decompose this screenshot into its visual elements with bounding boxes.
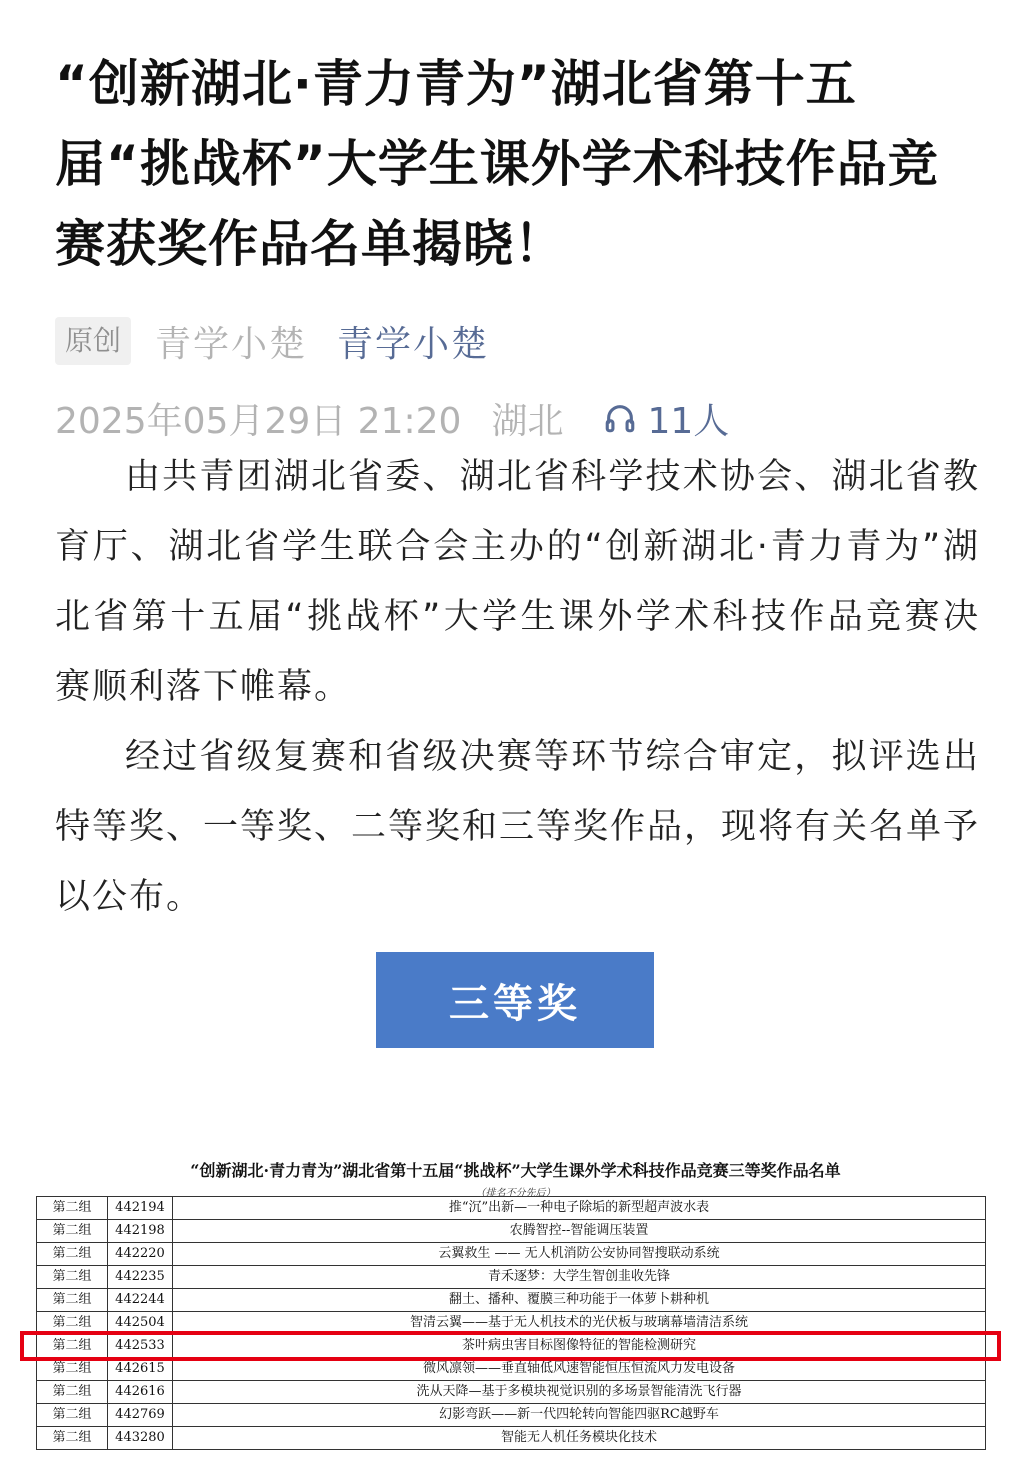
row-id: 442533 <box>108 1335 173 1358</box>
listen-button[interactable] <box>603 393 729 444</box>
row-id: 442220 <box>108 1243 173 1266</box>
row-group: 第二组 <box>37 1404 108 1427</box>
paragraph-intro: 由共青团湖北省委、湖北省科学技术协会、湖北省教育厅、湖北省学生联合会主办的“创新湖北·青力青为”湖北省第十五届“挑战杯”大学生课外学术科技作品竞赛决赛顺利落下帷幕。 <box>55 457 980 707</box>
row-group: 第二组 <box>37 1312 108 1335</box>
account-link[interactable]: 青学小楚 <box>337 323 490 365</box>
article-header <box>55 44 980 284</box>
row-id: 442769 <box>108 1404 173 1427</box>
table-row <box>37 1197 986 1220</box>
meta-row <box>55 314 489 368</box>
row-group: 第二组 <box>37 1335 108 1358</box>
author-name: 青学小楚 <box>155 323 308 365</box>
article-title: “创新湖北·青力青为”湖北省第十五届“挑战杯”大学生课外学术科技作品竞赛获奖作品名单揭晓！ <box>55 55 939 273</box>
table-row <box>37 1266 986 1289</box>
row-id: 442616 <box>108 1381 173 1404</box>
listen-count: 11人 <box>647 400 730 442</box>
table-row <box>37 1289 986 1312</box>
info-row <box>55 392 729 444</box>
row-name: 云翼救生 —— 无人机消防公安协同智搜联动系统 <box>173 1243 986 1266</box>
table-row <box>37 1404 986 1427</box>
row-name: 幻影弯跃——新一代四轮转向智能四驱RC越野车 <box>173 1404 986 1427</box>
row-id: 442615 <box>108 1358 173 1381</box>
row-name: 洗从天降—基于多模块视觉识别的多场景智能清洗飞行器 <box>173 1381 986 1404</box>
original-badge: 原创 <box>55 317 131 365</box>
row-group: 第二组 <box>37 1266 108 1289</box>
sheet-title: “创新湖北·青力青为”湖北省第十五届“挑战杯”大学生课外学术科技作品竞赛三等奖作品名单 <box>190 1161 841 1180</box>
publish-location: 湖北 <box>491 400 564 442</box>
row-id: 442244 <box>108 1289 173 1312</box>
table-row <box>37 1381 986 1404</box>
row-group: 第二组 <box>37 1243 108 1266</box>
row-group: 第二组 <box>37 1427 108 1450</box>
row-name: 农腾智控--智能调压装置 <box>173 1220 986 1243</box>
award-list-table <box>36 1196 986 1450</box>
row-id: 442504 <box>108 1312 173 1335</box>
publish-datetime: 2025年05月29日 21:20 <box>55 400 462 442</box>
row-group: 第二组 <box>37 1289 108 1312</box>
table-row <box>37 1427 986 1450</box>
row-group: 第二组 <box>37 1358 108 1381</box>
row-name: 智能无人机任务模块化技术 <box>173 1427 986 1450</box>
row-name: 智清云翼——基于无人机技术的光伏板与玻璃幕墙清洁系统 <box>173 1312 986 1335</box>
row-group: 第二组 <box>37 1197 108 1220</box>
row-group: 第二组 <box>37 1381 108 1404</box>
highlight-box <box>20 1331 1001 1361</box>
row-id: 442198 <box>108 1220 173 1243</box>
article-body <box>55 442 980 932</box>
table-row <box>37 1243 986 1266</box>
row-name: 微风凛领——垂直轴低风速智能恒压恒流风力发电设备 <box>173 1358 986 1381</box>
headphones-icon <box>603 401 637 435</box>
sheet-subtitle: （排名不分先后） <box>475 1188 556 1199</box>
row-id: 442194 <box>108 1197 173 1220</box>
table-row <box>37 1220 986 1243</box>
paragraph-announcement: 经过省级复赛和省级决赛等环节综合审定，拟评选出特等奖、一等奖、二等奖和三等奖作品，现将有关名单予以公布。 <box>55 737 981 917</box>
row-id: 443280 <box>108 1427 173 1450</box>
third-prize-banner: 三等奖 <box>376 952 654 1048</box>
row-group: 第二组 <box>37 1220 108 1243</box>
row-id: 442235 <box>108 1266 173 1289</box>
row-name: 翻土、播种、覆膜三种功能于一体萝卜耕种机 <box>173 1289 986 1312</box>
row-name: 青禾逐梦：大学生智创韭收先锋 <box>173 1266 986 1289</box>
row-name: 茶叶病虫害目标图像特征的智能检测研究 <box>173 1335 986 1358</box>
row-name: 推“沉”出新—一种电子除垢的新型超声波水表 <box>173 1197 986 1220</box>
